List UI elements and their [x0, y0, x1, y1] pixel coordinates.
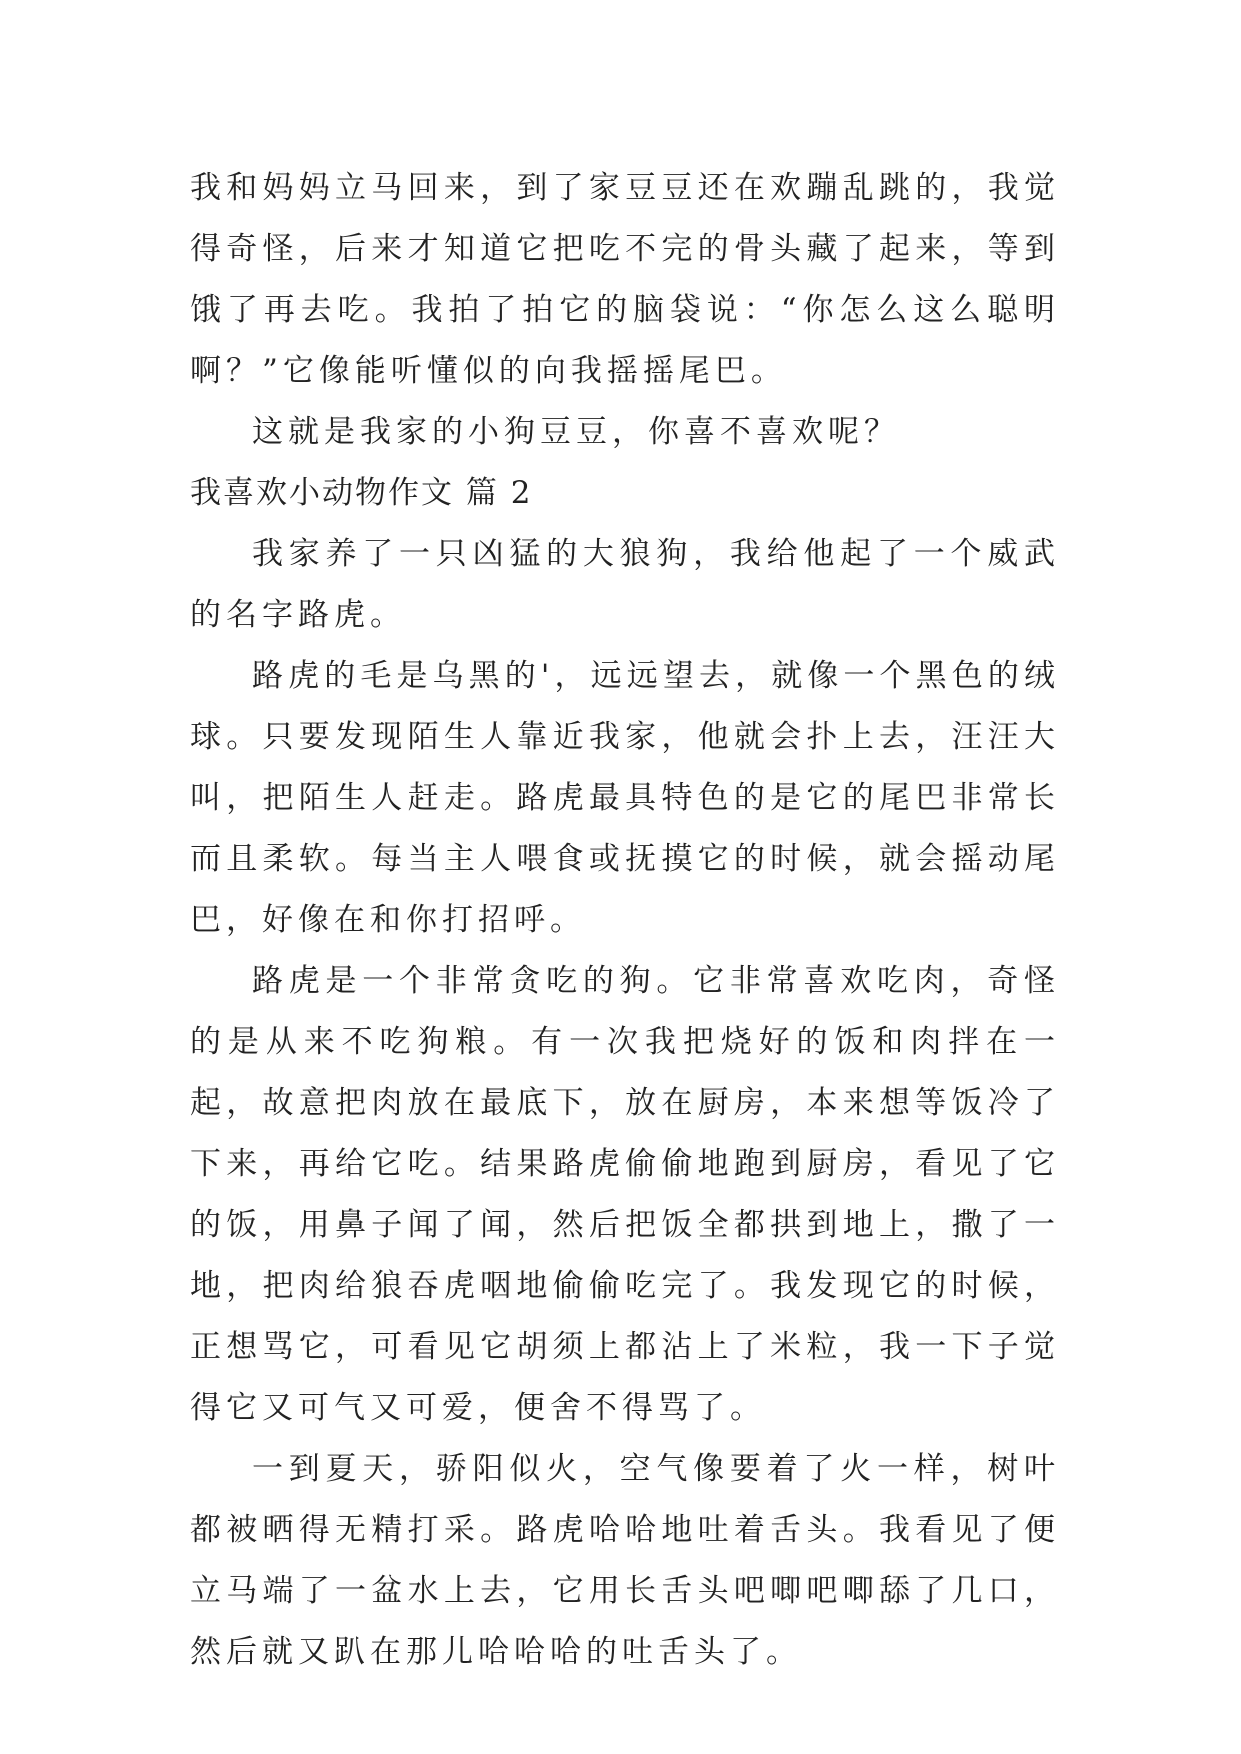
paragraph: 路虎的毛是乌黑的'，远远望去，就像一个黑色的绒球。只要发现陌生人靠近我家，他就会扑上去，汪汪大叫，把陌生人赶走。路虎最具特色的是它的尾巴非常长而且柔软。每当主人喂食或抚摸它的时候，就会摇动尾巴，好像在和你打招呼。 — [190, 658, 1060, 938]
paragraph: 一到夏天，骄阳似火，空气像要着了火一样，树叶都被晒得无精打采。路虎哈哈地吐着舌头。我看见了便立马端了一盆水上去，它用长舌头吧唧吧唧舔了几口，然后就又趴在那儿哈哈哈的吐舌头了。 — [190, 1451, 1060, 1670]
section-title: 我喜欢小动物作文 篇 2 — [190, 475, 533, 511]
document-page — [190, 158, 1060, 1683]
paragraph-closing: 这就是我家的小狗豆豆，你喜不喜欢呢？ — [252, 414, 900, 450]
paragraph-continued: 我和妈妈立马回来，到了家豆豆还在欢蹦乱跳的，我觉得奇怪，后来才知道它把吃不完的骨头藏了起来，等到饿了再去吃。我拍了拍它的脑袋说：“你怎么这么聪明啊？”它像能听懂似的向我摇摇尾巴。 — [190, 170, 1060, 389]
paragraph: 我家养了一只凶猛的大狼狗，我给他起了一个威武的名字路虎。 — [190, 536, 1060, 633]
paragraph: 路虎是一个非常贪吃的狗。它非常喜欢吃肉，奇怪的是从来不吃狗粮。有一次我把烧好的饭和肉拌在一起，故意把肉放在最底下，放在厨房，本来想等饭冷了下来，再给它吃。结果路虎偷偷地跑到厨房，看见了它的饭，用鼻子闻了闻，然后把饭全都拱到地上，撒了一地，把肉给狼吞虎咽地偷偷吃完了。我发现它的时候，正想骂它，可看见它胡须上都沾上了米粒，我一下子觉得它又可气又可爱，便舍不得骂了。 — [190, 963, 1060, 1426]
